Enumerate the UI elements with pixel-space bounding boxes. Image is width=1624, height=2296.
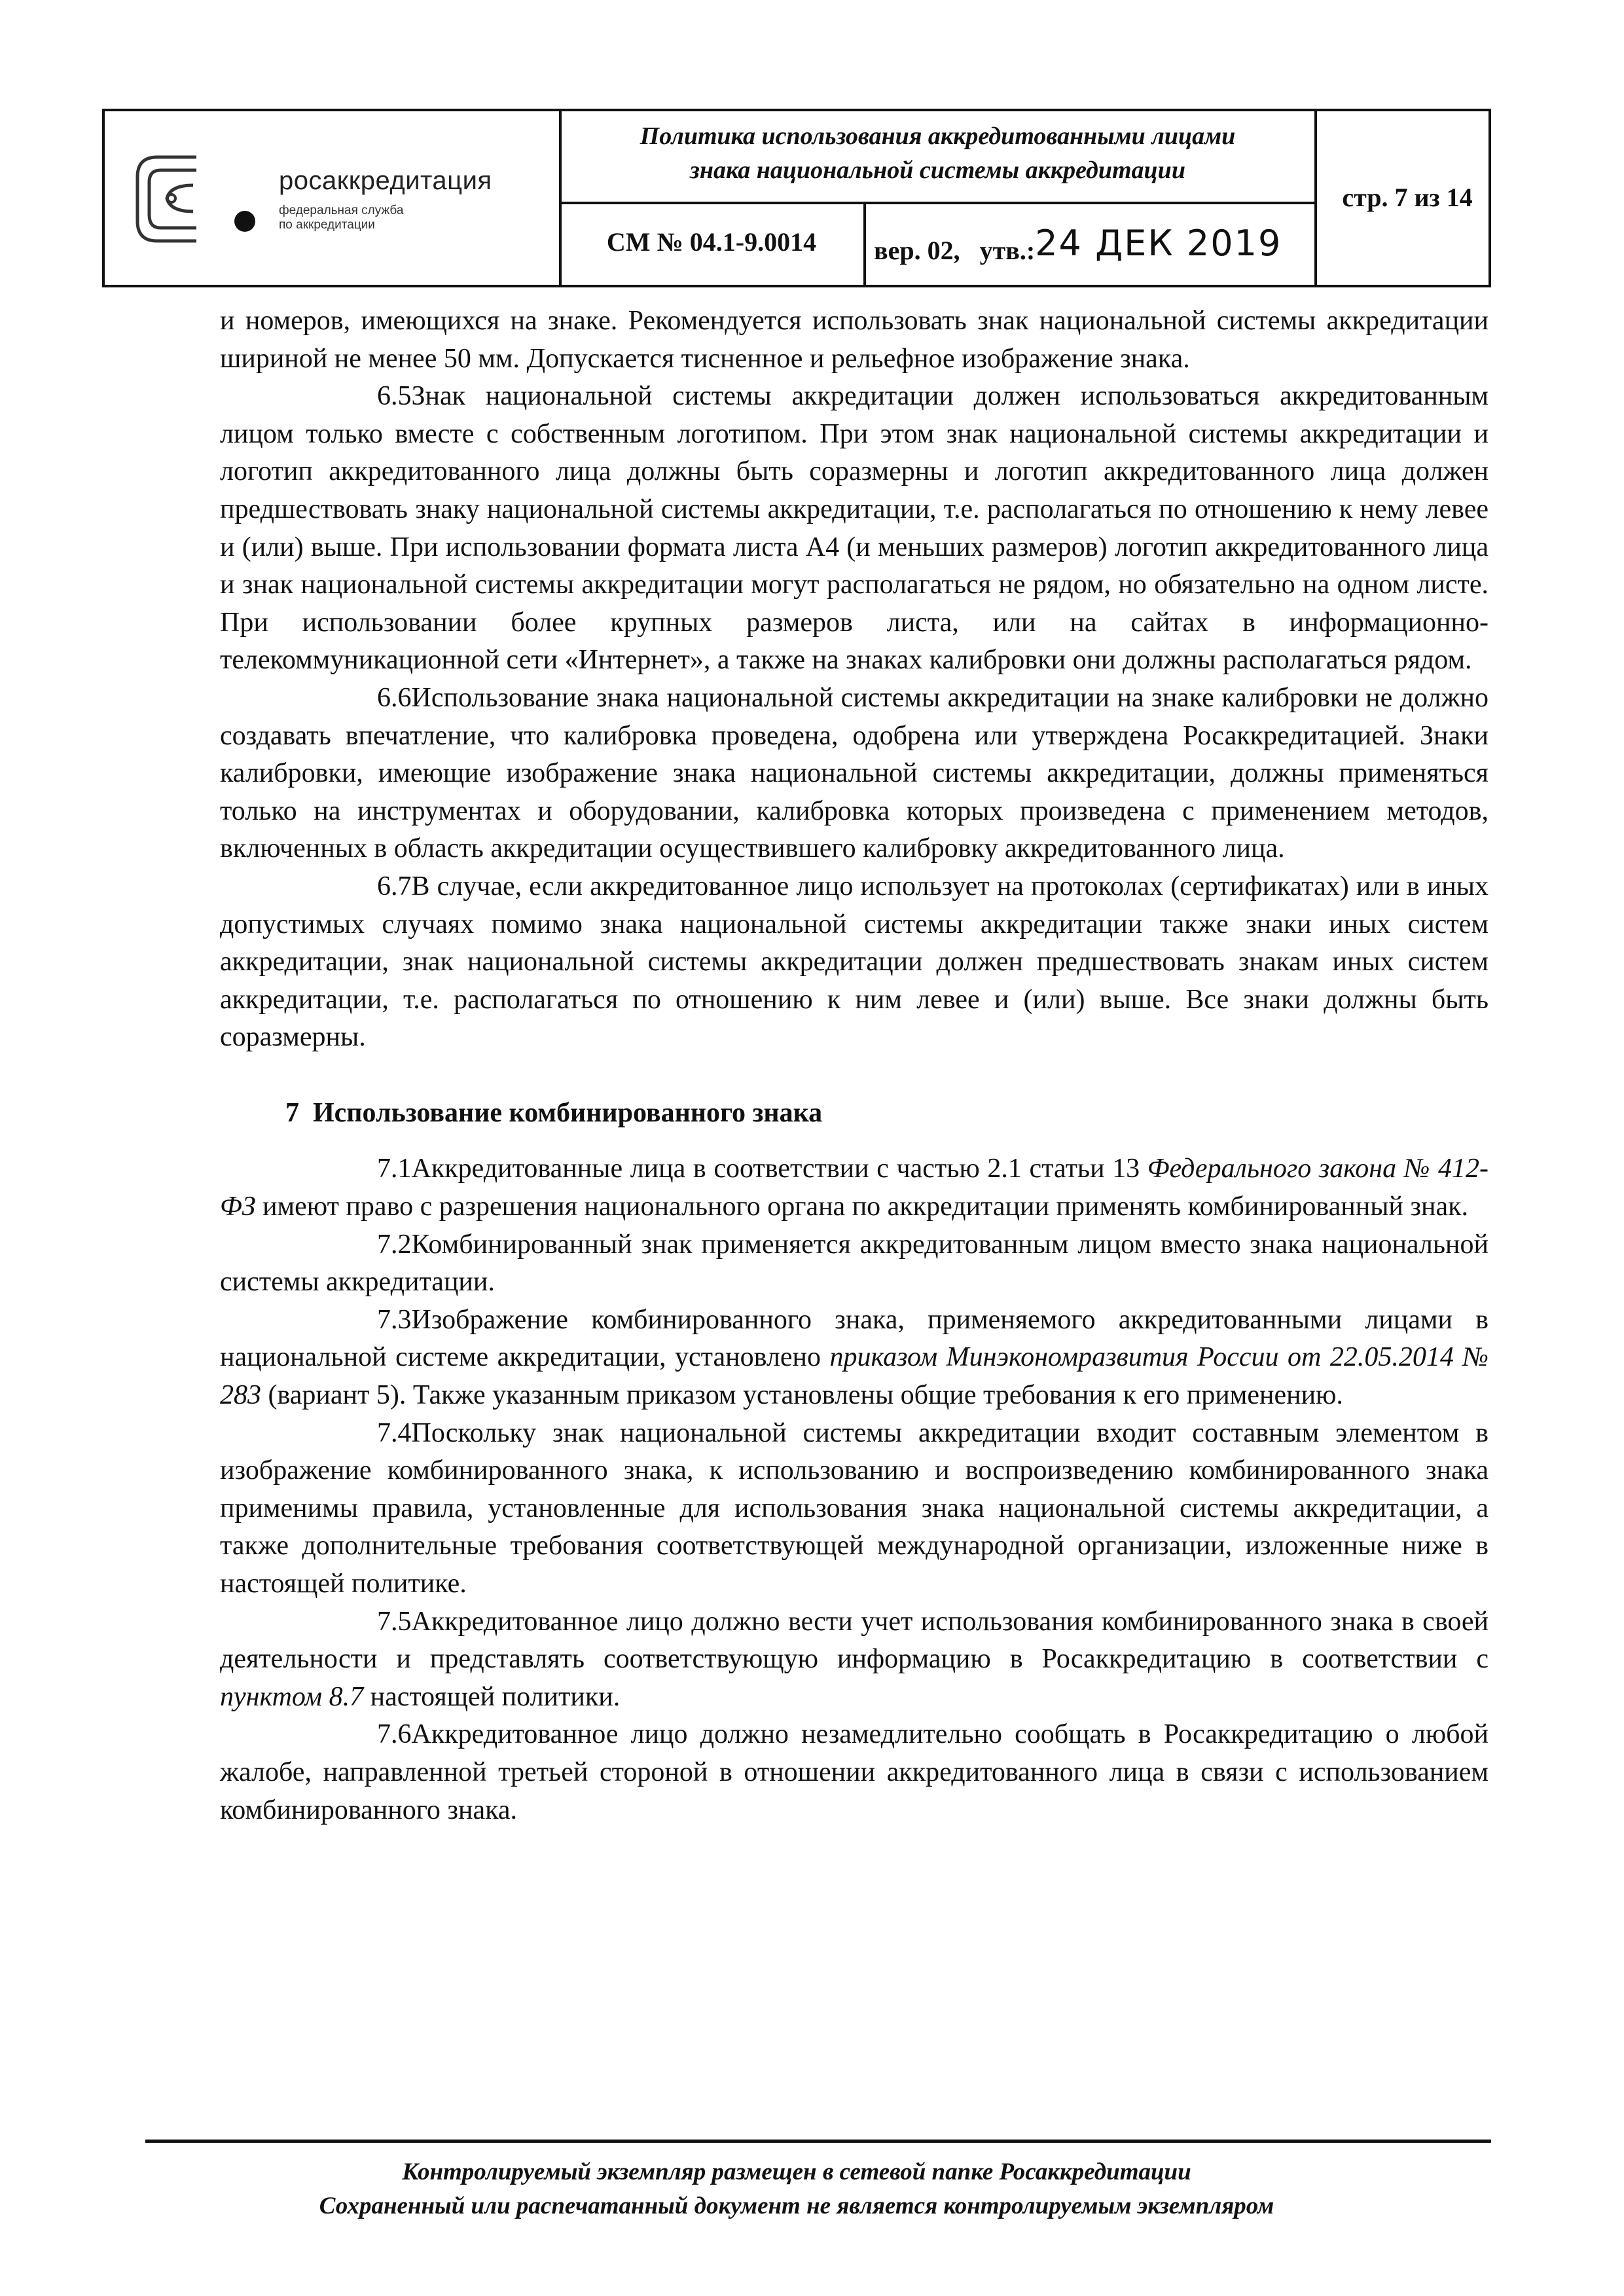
clause-number: 7.1	[377, 1154, 412, 1184]
order-reference: приказом Минэкономразвития России от 22.05.2014 № 283	[220, 1342, 1489, 1411]
section-7-heading	[220, 1095, 1489, 1133]
document-footer	[102, 2155, 1491, 2223]
clause-text: В случае, если аккредитованное лицо использует на протоколах (сертификатах) или в иных допустимых случаях помимо знака национальной системы аккредитации также знаки иных систем аккредитации, знак национальной системы аккредитации должен предшествовать знакам иных систем аккредитации, т.е. располагаться по отношению к ним левее и (или) выше. Все знаки должны быть соразмерны.	[220, 871, 1489, 1053]
paragraph-7-4	[220, 1415, 1489, 1603]
version-info	[874, 223, 1282, 268]
clause-text: Аккредитованное лицо должно вести учет использования комбинированного знака в своей деятельности и представлять соответствующую информацию в Росаккредитацию в соответствии с	[220, 1606, 1489, 1675]
clause-text: (вариант 5). Также указанным приказом установлены общие требования к его применению.	[268, 1380, 1343, 1411]
clause-number: 7.3	[377, 1304, 412, 1335]
footer-divider	[145, 2140, 1491, 2143]
rosaccreditation-logo-icon	[131, 149, 216, 247]
clause-text: Аккредитованное лицо должно незамедлительно сообщать в Росаккредитацию о любой жалобе, направленной третьей стороной в отношении аккредитованного лица в связи с использованием комбинированного знака.	[220, 1719, 1489, 1825]
document-body	[220, 302, 1489, 1829]
paragraph-7-3	[220, 1302, 1489, 1415]
logo-dot-icon	[233, 210, 257, 233]
document-header	[102, 109, 1491, 287]
clause-number: 7.2	[377, 1229, 412, 1260]
paragraph-6-7	[220, 868, 1489, 1057]
approved-label: утв.:	[979, 236, 1036, 265]
clause-number: 7.6	[377, 1719, 412, 1750]
paragraph-6-6	[220, 680, 1489, 868]
clause-number: 7.4	[377, 1417, 412, 1448]
clause-text: Комбинированный знак применяется аккредитованным лицом вместо знака национальной системы аккредитации.	[220, 1229, 1489, 1298]
paragraph-7-5	[220, 1603, 1489, 1717]
document-title	[563, 119, 1312, 187]
clause-text: Изображение комбинированного знака, применяемого аккредитованными лицами в национальной системе аккредитации, установлено	[220, 1304, 1489, 1373]
clause-number: 6.6	[377, 682, 412, 713]
paragraph-6-5	[220, 378, 1489, 680]
clause-number: 6.7	[377, 871, 412, 902]
clause-number: 6.5	[377, 381, 412, 412]
law-reference: Федерального закона № 412-ФЗ	[220, 1154, 1489, 1222]
clause-reference: пунктом 8.7	[220, 1681, 364, 1712]
approved-date: 24 ДЕК 2019	[1035, 223, 1282, 264]
logo-subtitle-line1: федеральная служба	[279, 204, 404, 217]
clause-text: Поскольку знак национальной системы аккредитации входит составным элементом в изображение комбинированного знака, к использованию и воспроизведению комбинированного знака применимы правила, установленные для использования знака национальной системы аккредитации, а также дополнительные требования соответствующей международной организации, изложенные ниже в настоящей политике.	[220, 1417, 1489, 1599]
section-number: 7	[285, 1097, 299, 1128]
section-title: Использование комбинированного знака	[313, 1097, 823, 1128]
paragraph-7-2	[220, 1226, 1489, 1302]
clause-text: Аккредитованные лица в соответствии с частью 2.1 статьи 13	[411, 1154, 1140, 1184]
clause-text: Знак национальной системы аккредитации должен использоваться аккредитованным лицом только вместе с собственным логотипом. При этом знак национальной системы аккредитации и логотип аккредитованного лица должны быть соразмерны и логотип аккредитованного лица должен предшествовать знаку национальной системы аккредитации, т.е. располагаться по отношению к нему левее и (или) выше. При использовании формата листа А4 (и меньших размеров) логотип аккредитованного лица и знак национальной системы аккредитации могут располагаться не рядом, но обязательно на одном листе. При использовании более крупных размеров листа, или на сайтах в информационно-телекоммуникационной сети «Интернет», а также на знаках калибровки они должны располагаться рядом.	[220, 381, 1489, 676]
logo-name: росаккредитация	[279, 166, 492, 195]
clause-text: настоящей политики.	[370, 1681, 621, 1712]
footer-line1: Контролируемый экземпляр размещен в сетевой папке Росаккредитации	[402, 2159, 1191, 2185]
clause-text: Использование знака национальной системы аккредитации на знаке калибровки не должно создавать впечатление, что калибровка проведена, одобрена или утверждена Росаккредитацией. Знаки калибровки, имеющие изображение знака национальной системы аккредитации, должны применяться только на инструментах и оборудовании, калибровка которых произведена с применением методов, включенных в область аккредитации осуществившего калибровку аккредитованного лица.	[220, 682, 1489, 864]
version-label: вер. 02,	[874, 236, 960, 265]
logo-subtitle-line2: по аккредитации	[279, 218, 375, 232]
paragraph-continued: и номеров, имеющихся на знаке. Рекомендуется использовать знак национальной системы аккредитации шириной не менее 50 мм. Допускается тисненное и рельефное изображение знака.	[220, 306, 1489, 374]
title-line2: знака национальной системы аккредитации	[690, 156, 1185, 184]
footer-line2: Сохраненный или распечатанный документ не является контролируемым экземпляром	[319, 2193, 1274, 2219]
clause-number: 7.5	[377, 1606, 412, 1637]
document-number: СМ № 04.1-9.0014	[606, 227, 817, 257]
paragraph-7-6	[220, 1716, 1489, 1829]
title-line1: Политика использования аккредитованными лицами	[640, 122, 1236, 150]
logo-block	[105, 111, 559, 285]
paragraph-7-1	[220, 1150, 1489, 1226]
page-number: стр. 7 из 14	[1342, 183, 1473, 212]
clause-text: имеют право с разрешения национального органа по аккредитации применять комбинированный знак.	[262, 1192, 1469, 1222]
